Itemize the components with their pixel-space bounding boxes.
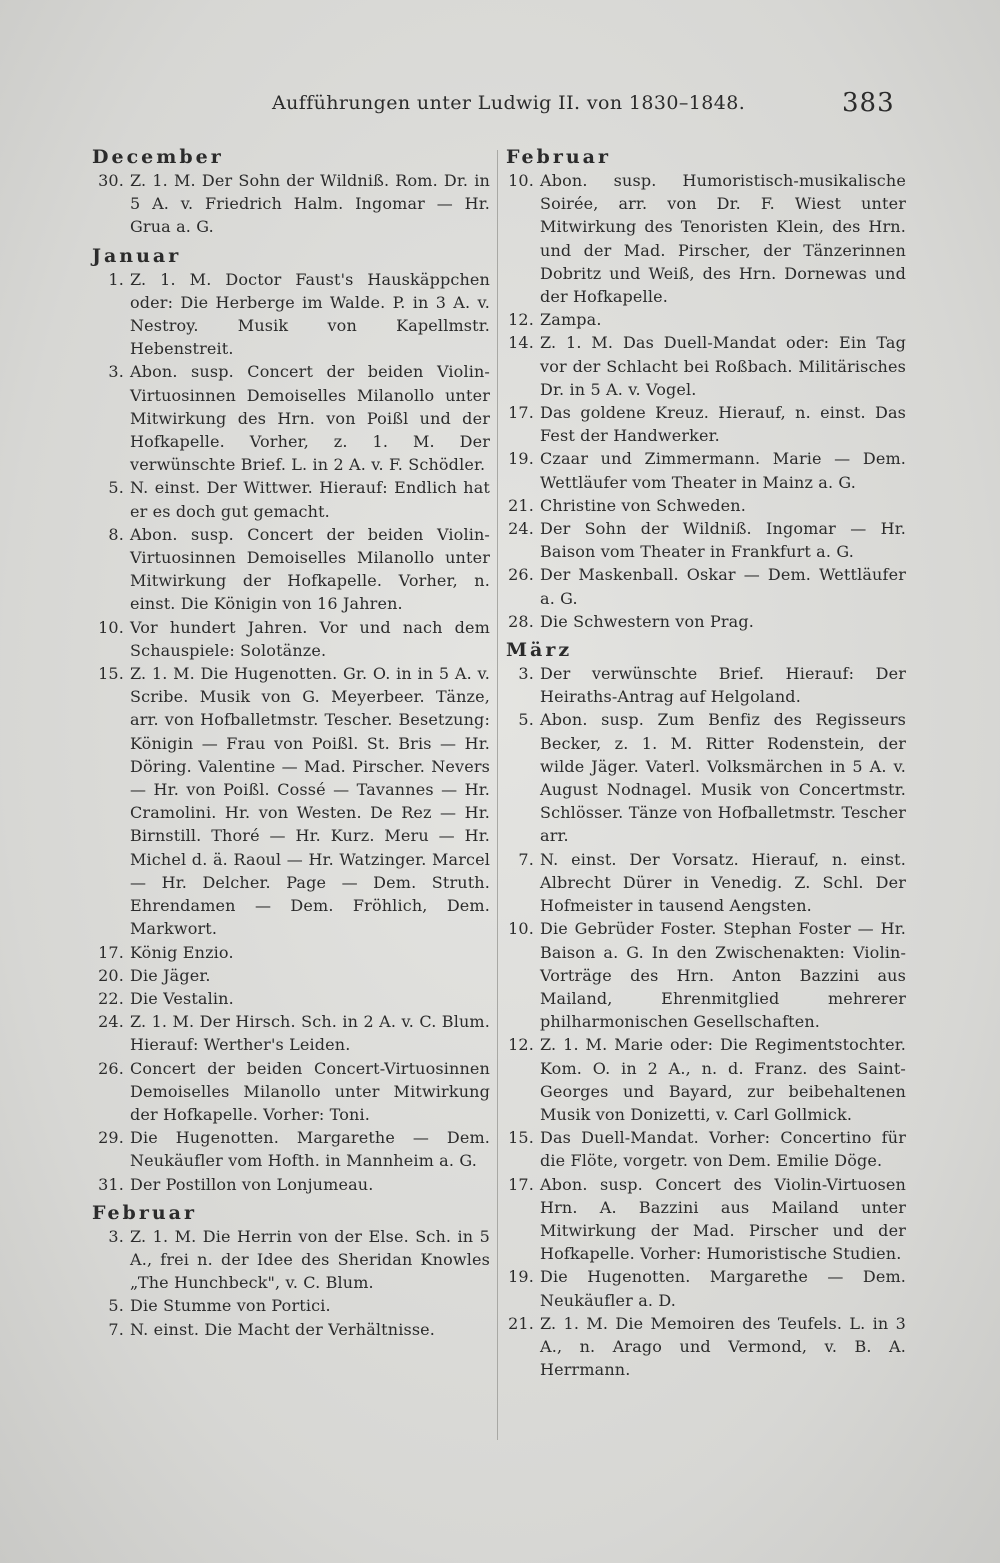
entry-text: N. einst. Die Macht der Verhältnisse. [130, 1319, 436, 1339]
entry-day: 19. [508, 449, 534, 469]
entry-day: 31. [98, 1174, 124, 1194]
entry-text: Z. 1. M. Das Duell-Mandat oder: Ein Tag vor der Schlacht bei Roßbach. Militärisches Dr. in 5 A. v. Vogel. [540, 333, 906, 399]
entry-text: Z. 1. M. Marie oder: Die Regimentstochter. Kom. O. in 2 A., n. d. Franz. des Saint-Georges und Bayard, zur beibehaltenen Musik von Donizetti, v. Carl Gollmick. [540, 1035, 906, 1124]
entry-text: Die Schwestern von Prag. [540, 611, 754, 631]
entry-day: 14. [508, 333, 534, 353]
performance-entry [92, 1225, 490, 1295]
entry-day: 5. [108, 478, 124, 498]
performance-entry [506, 494, 906, 517]
entry-text: Z. 1. M. Der Hirsch. Sch. in 2 A. v. C. Blum. Hierauf: Werther's Leiden. [130, 1012, 490, 1055]
entry-text: Abon. susp. Zum Benfiz des Regisseurs Becker, z. 1. M. Ritter Rodenstein, der wilde Jäger. Vaterl. Volksmärchen in 5 A. v. August Nodnagel. Musik von Concertmstr. Schlösser. Tänze von Hofballetmstr. Tescher arr. [540, 710, 906, 846]
entry-day: 17. [508, 1174, 534, 1194]
month-heading: December [92, 146, 224, 168]
entry-day: 15. [98, 664, 124, 684]
entry-day: 17. [508, 403, 534, 423]
performance-entry [92, 1010, 490, 1056]
entry-day: 1. [108, 269, 124, 289]
entry-text: Der Maskenball. Oskar — Dem. Wettläufer a. G. [540, 565, 906, 608]
performance-entry [506, 1312, 906, 1382]
entry-text: Die Vestalin. [130, 988, 234, 1008]
performance-entry [92, 1057, 490, 1127]
performance-entry [92, 964, 490, 987]
performance-entry [506, 848, 906, 918]
performance-entry [92, 1126, 490, 1172]
performance-entry [506, 610, 906, 633]
entry-text: Z. 1. M. Die Herrin von der Else. Sch. in 5 A., frei n. der Idee des Sheridan Knowles „The Hunchbeck", v. C. Blum. [130, 1226, 490, 1293]
entry-text: Das Duell-Mandat. Vorher: Concertino für die Flöte, vorgetr. von Dem. Emilie Döge. [540, 1128, 906, 1171]
entry-text: Concert der beiden Concert-Virtuosinnen Demoiselles Milanollo unter Mitwirkung der Hofkapelle. Vorher: Toni. [130, 1058, 490, 1124]
entry-text: Vor hundert Jahren. Vor und nach dem Schauspiele: Solotänze. [130, 617, 490, 660]
performance-entry [506, 1173, 906, 1266]
entry-day: 10. [98, 617, 124, 637]
entry-text: Zampa. [540, 310, 602, 330]
running-head [0, 88, 1000, 128]
entry-day: 19. [508, 1267, 534, 1287]
entry-day: 12. [508, 310, 534, 330]
entry-text: Czaar und Zimmermann. Marie — Dem. Wettläufer vom Theater in Mainz a. G. [540, 449, 906, 492]
column-divider [497, 150, 498, 1440]
performance-entry [92, 616, 490, 662]
entry-day: 5. [518, 710, 534, 730]
entry-day: 28. [508, 611, 534, 631]
performance-entry [92, 941, 490, 964]
performance-entry [92, 268, 490, 361]
month-section [92, 146, 490, 239]
entry-day: 3. [518, 664, 534, 684]
entry-text: Z. 1. M. Die Memoiren des Teufels. L. in 3 A., n. Arago und Vermond, v. B. A. Herrmann. [540, 1313, 906, 1380]
month-heading: März [506, 639, 573, 662]
entry-text: N. einst. Der Vorsatz. Hierauf, n. einst. Albrecht Dürer in Venedig. Z. Schl. Der Hofmeister in tausend Aengsten. [540, 849, 906, 916]
entry-day: 12. [508, 1035, 534, 1055]
performance-entry [92, 523, 490, 616]
entry-text: Abon. susp. Humoristisch-musikalische Soirée, arr. von Dr. F. Wiest unter Mitwirkung des Tenoristen Klein, des Hrn. und der Mad. Pirscher, der Tänzerinnen Dobritz und Weiß, des Hrn. Dornewas und der Hofkapelle. [540, 171, 906, 307]
performance-entry [92, 1173, 490, 1196]
entry-day: 7. [108, 1319, 124, 1339]
performance-entry [506, 308, 906, 331]
entry-day: 5. [108, 1296, 124, 1316]
performance-entry [92, 169, 490, 239]
performance-entry [506, 708, 906, 847]
entry-day: 7. [518, 849, 534, 869]
performance-entry [92, 987, 490, 1010]
entry-day: 10. [508, 171, 534, 190]
entry-text: Abon. susp. Concert der beiden Violin-Virtuosinnen Demoiselles Milanollo unter Mitwirkung des Hrn. von Poißl und der Hofkapelle. Vorher, z. 1. M. Der verwünschte Brief. L. in 2 A. v. F. Schödler. [130, 362, 490, 475]
performance-entry [506, 401, 906, 447]
entry-day: 26. [508, 565, 534, 585]
performance-entry [92, 1318, 490, 1341]
performance-entry [92, 360, 490, 476]
month-section [92, 245, 490, 1196]
entry-text: König Enzio. [130, 942, 234, 962]
page-header-title: Aufführungen unter Ludwig II. von 1830–1848. [272, 92, 746, 114]
entry-day: 30. [98, 171, 124, 190]
page-number: 383 [842, 88, 895, 118]
entry-day: 8. [108, 524, 124, 544]
entry-day: 21. [508, 495, 534, 515]
entry-day: 26. [98, 1058, 124, 1078]
entry-text: Die Hugenotten. Margarethe — Dem. Neukäufler a. D. [540, 1267, 906, 1310]
entry-text: Die Gebrüder Foster. Stephan Foster — Hr. Baison a. G. In den Zwischenakten: Violin-Vorträge des Hrn. Anton Bazzini aus Mailand, Ehrenmitglied mehrerer philharmonischen Gesellschaften. [540, 919, 906, 1032]
entry-day: 21. [508, 1313, 534, 1333]
entry-day: 15. [508, 1128, 534, 1148]
performance-entry [506, 662, 906, 708]
entry-day: 10. [508, 919, 534, 939]
performance-entry [506, 563, 906, 609]
right-column [506, 146, 906, 1381]
entry-text: N. einst. Der Wittwer. Hierauf: Endlich hat er es doch gut gemacht. [130, 478, 490, 521]
entry-text: Der verwünschte Brief. Hierauf: Der Heiraths-Antrag auf Helgoland. [540, 664, 906, 707]
performance-entry [92, 476, 490, 522]
performance-entry [92, 662, 490, 940]
month-section [506, 146, 906, 633]
left-column [92, 146, 490, 1341]
entry-day: 29. [98, 1128, 124, 1148]
entry-day: 20. [98, 965, 124, 985]
entry-text: Z. 1. M. Doctor Faust's Hauskäppchen oder: Die Herberge im Walde. P. in 3 A. v. Nestroy. Musik von Kapellmstr. Hebenstreit. [130, 269, 490, 359]
performance-entry [506, 331, 906, 401]
month-section [92, 1202, 490, 1341]
entry-day: 3. [108, 362, 124, 382]
performance-entry [92, 1294, 490, 1317]
entry-day: 24. [98, 1012, 124, 1032]
performance-entry [506, 517, 906, 563]
performance-entry [506, 1126, 906, 1172]
entry-text: Abon. susp. Concert der beiden Violin-Virtuosinnen Demoiselles Milanollo unter Mitwirkung der Hofkapelle. Vorher, n. einst. Die Königin von 16 Jahren. [130, 524, 490, 614]
performance-entry [506, 447, 906, 493]
entry-day: 24. [508, 519, 534, 539]
entry-text: Abon. susp. Concert des Violin-Virtuosen Hrn. A. Bazzini aus Mailand unter Mitwirkung der Mad. Pirscher und der Hofkapelle. Vorher: Humoristische Studien. [540, 1174, 906, 1264]
performance-entry [506, 1033, 906, 1126]
entry-day: 22. [98, 988, 124, 1008]
month-heading: Februar [92, 1201, 197, 1224]
entry-day: 17. [98, 942, 124, 962]
performance-entry [506, 1265, 906, 1311]
month-section [506, 639, 906, 1381]
month-heading: Februar [506, 146, 611, 168]
entry-text: Christine von Schweden. [540, 495, 746, 515]
entry-text: Z. 1. M. Die Hugenotten. Gr. O. in in 5 A. v. Scribe. Musik von G. Meyerbeer. Tänze, arr. von Hofballetmstr. Tescher. Besetzung: Königin — Frau von Poißl. St. Bris — Hr. Döring. Valentine — Mad. Pirscher. Nevers — Hr. von Poißl. Cossé — Tavannes — Hr. Cramolini. Hr. von Westen. De Rez — Hr. Birnstill. Thoré — Hr. Kurz. Meru — Hr. Michel d. ä. Raoul — Hr. Watzinger. Marcel — Hr. Delcher. Page — Dem. Struth. Ehrendamen — Dem. Fröhlich, Dem. Markwort. [130, 664, 490, 939]
month-heading: Januar [92, 244, 182, 267]
entry-text: Z. 1. M. Der Sohn der Wildniß. Rom. Dr. in 5 A. v. Friedrich Halm. Ingomar — Hr. Grua a. G. [130, 171, 490, 237]
performance-entry [506, 917, 906, 1033]
entry-text: Das goldene Kreuz. Hierauf, n. einst. Das Fest der Handwerker. [540, 403, 906, 446]
entry-text: Die Hugenotten. Margarethe — Dem. Neukäufler vom Hofth. in Mannheim a. G. [130, 1128, 490, 1171]
entry-text: Die Jäger. [130, 965, 211, 985]
entry-text: Der Sohn der Wildniß. Ingomar — Hr. Baison vom Theater in Frankfurt a. G. [540, 519, 906, 562]
entry-day: 3. [108, 1226, 124, 1246]
performance-entry [506, 169, 906, 308]
entry-text: Die Stumme von Portici. [130, 1296, 331, 1316]
entry-text: Der Postillon von Lonjumeau. [130, 1174, 374, 1194]
